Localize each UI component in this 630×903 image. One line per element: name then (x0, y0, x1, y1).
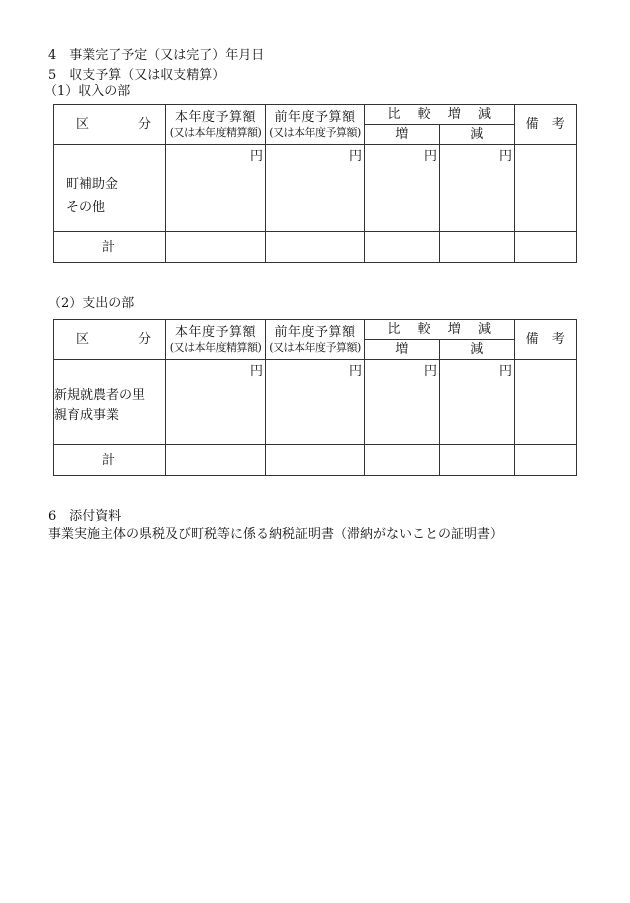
income-remarks-cell (515, 145, 577, 232)
section-5-heading: 5 収支予算（又は収支精算） (48, 68, 226, 83)
expense-total-cell (365, 445, 440, 476)
current-budget-sublabel: (又は本年度精算額) (169, 125, 262, 139)
income-col-remarks: 備 考 (515, 105, 577, 145)
section-6-heading: 6 添付資料 (48, 509, 122, 524)
income-table (53, 104, 577, 263)
yen-unit: 円 (365, 145, 440, 232)
expense-col-previous (266, 320, 365, 360)
kubun-right: 分 (137, 117, 151, 132)
expense-col-current (166, 320, 266, 360)
income-total-cell (266, 232, 365, 263)
yen-unit: 円 (365, 360, 440, 445)
yen-unit: 円 (166, 145, 266, 232)
previous-budget-sublabel: (又は本年度予算額) (269, 125, 361, 139)
expense-col-increase: 増 (365, 340, 440, 360)
expense-total-cell (166, 445, 266, 476)
expense-total-cell (515, 445, 577, 476)
income-col-increase: 増 (365, 125, 440, 145)
expense-heading: （2）支出の部 (48, 296, 135, 311)
yen-unit: 円 (266, 360, 365, 445)
current-budget-label: 本年度予算額 (174, 324, 256, 340)
income-total-cell (440, 232, 515, 263)
expense-item: 親育成事業 (54, 408, 120, 423)
section-4-heading: 4 事業完了予定（又は完了）年月日 (48, 48, 265, 63)
kubun-left: 区 (76, 332, 90, 347)
yen-unit: 円 (440, 360, 515, 445)
expense-items-cell (54, 360, 166, 445)
expense-total-cell (440, 445, 515, 476)
kubun-left: 区 (76, 117, 90, 132)
income-col-decrease: 減 (440, 125, 515, 145)
income-item: 町補助金 (66, 177, 119, 192)
previous-budget-label: 前年度予算額 (274, 109, 356, 125)
yen-unit: 円 (440, 145, 515, 232)
expense-remarks-cell (515, 360, 577, 445)
expense-col-compare: 比 較 増 減 (365, 320, 515, 340)
expense-item: 新規就農者の里 (54, 388, 146, 403)
income-col-previous (266, 105, 365, 145)
current-budget-sublabel: (又は本年度精算額) (169, 340, 262, 354)
income-total-cell (365, 232, 440, 263)
attachment-text: 事業実施主体の県税及び町税等に係る納税証明書（滞納がないことの証明書） (48, 527, 504, 542)
previous-budget-label: 前年度予算額 (274, 324, 356, 340)
expense-col-remarks: 備 考 (515, 320, 577, 360)
income-col-compare: 比 較 増 減 (365, 105, 515, 125)
yen-unit: 円 (166, 360, 266, 445)
income-col-current (166, 105, 266, 145)
income-total-cell (166, 232, 266, 263)
expense-total-label: 計 (54, 445, 166, 476)
income-items-cell (54, 145, 166, 232)
kubun-right: 分 (137, 332, 151, 347)
income-total-cell (515, 232, 577, 263)
yen-unit: 円 (266, 145, 365, 232)
income-total-label: 計 (54, 232, 166, 263)
expense-total-cell (266, 445, 365, 476)
expense-col-decrease: 減 (440, 340, 515, 360)
previous-budget-sublabel: (又は本年度予算額) (269, 340, 361, 354)
income-col-kubun (54, 105, 166, 145)
income-heading: （1）収入の部 (44, 84, 131, 99)
expense-table (53, 319, 577, 476)
current-budget-label: 本年度予算額 (174, 109, 256, 125)
income-item: その他 (66, 200, 106, 215)
expense-col-kubun (54, 320, 166, 360)
